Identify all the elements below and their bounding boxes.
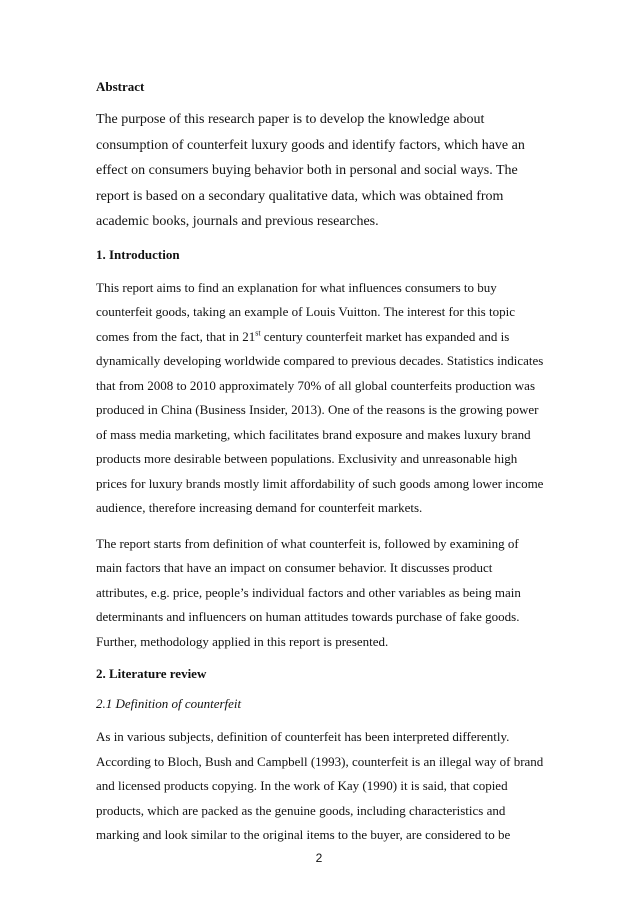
- literature-line: and licensed products copying. In the work of Kay (1990) it is said, that copied: [96, 778, 508, 793]
- abstract-line: The purpose of this research paper is to develop the knowledge about: [96, 112, 485, 127]
- intro-line: [96, 325, 548, 350]
- intro-line-part: comes from the fact, that in 21: [96, 328, 256, 344]
- intro-line: main factors that have an impact on consumer behavior. It discusses product: [96, 560, 493, 575]
- intro-line: prices for luxury brands mostly limit affordability of such goods among lower income: [96, 475, 544, 491]
- literature-line: According to Bloch, Bush and Campbell (1993), counterfeit is an illegal way of brand: [96, 753, 544, 769]
- intro-line: counterfeit goods, taking an example of Louis Vuitton. The interest for this topic: [96, 304, 515, 319]
- intro-line: This report aims to find an explanation for what influences consumers to buy: [96, 279, 497, 295]
- intro-line: The report starts from definition of what counterfeit is, followed by examining of: [96, 535, 519, 551]
- literature-review-paragraph: [96, 725, 548, 848]
- intro-line-part: century counterfeit market has expanded and is: [260, 328, 510, 344]
- introduction-paragraph-2: [96, 532, 548, 655]
- introduction-heading: 1. Introduction: [96, 246, 180, 262]
- intro-line: audience, therefore increasing demand for counterfeit markets.: [96, 500, 423, 515]
- definition-subheading: 2.1 Definition of counterfeit: [96, 696, 242, 711]
- abstract-paragraph: [96, 107, 548, 235]
- abstract-line: academic books, journals and previous researches.: [96, 214, 379, 229]
- page-content: [96, 78, 548, 848]
- intro-line: dynamically developing worldwide compared to previous decades. Statistics indicates: [96, 353, 544, 368]
- superscript-st: st: [255, 328, 261, 338]
- abstract-line: report is based on a secondary qualitative data, which was obtained from: [96, 188, 504, 204]
- introduction-paragraph-1: [96, 276, 548, 521]
- abstract-line: consumption of counterfeit luxury goods and identify factors, which have an: [96, 137, 525, 153]
- intro-line: products more desirable between populations. Exclusivity and unreasonable high: [96, 451, 518, 466]
- intro-line: that from 2008 to 2010 approximately 70% of all global counterfeits production was: [96, 377, 536, 393]
- abstract-heading: Abstract: [96, 79, 145, 94]
- intro-line: attributes, e.g. price, people’s individual factors and other variables as being main: [96, 584, 521, 600]
- literature-line: products, which are packed as the genuine goods, including characteristics and: [96, 802, 506, 818]
- literature-line: As in various subjects, definition of counterfeit has been interpreted differently.: [96, 729, 510, 744]
- page-number: 2: [315, 851, 323, 865]
- literature-review-heading: 2. Literature review: [96, 666, 207, 681]
- intro-line: of mass media marketing, which facilitates brand exposure and makes luxury brand: [96, 426, 531, 442]
- intro-line: produced in China (Business Insider, 2013). One of the reasons is the growing power: [96, 402, 539, 417]
- abstract-line: effect on consumers buying behavior both in personal and social ways. The: [96, 163, 518, 178]
- literature-line: marking and look similar to the original items to the buyer, are considered to be: [96, 827, 511, 842]
- intro-line: determinants and influencers on human attitudes towards purchase of fake goods.: [96, 609, 520, 624]
- intro-line: Further, methodology applied in this report is presented.: [96, 633, 389, 649]
